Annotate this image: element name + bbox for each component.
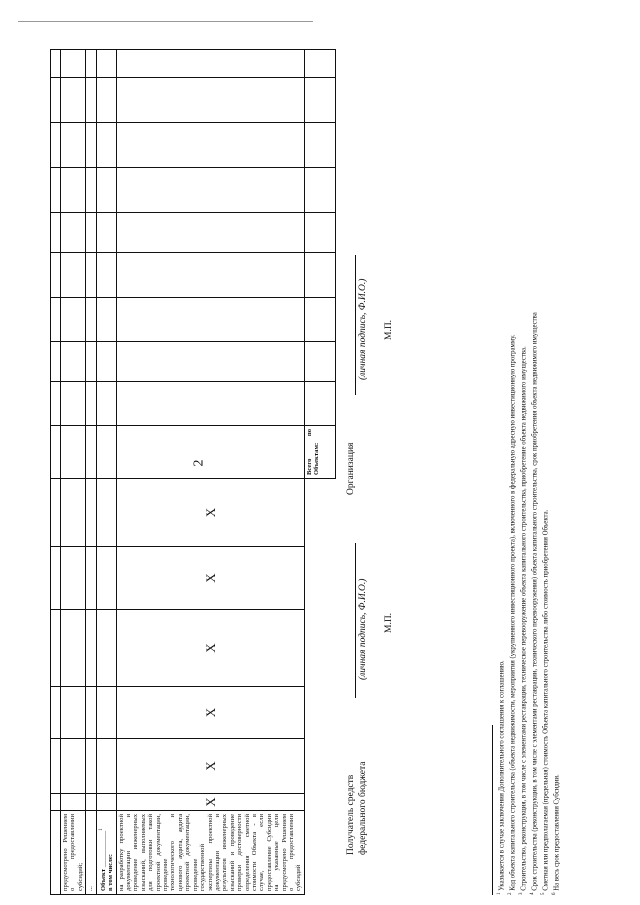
table-cell bbox=[96, 213, 116, 253]
table-cell bbox=[116, 213, 304, 253]
table-cell bbox=[61, 794, 86, 811]
table-cell bbox=[51, 298, 61, 342]
x-mark: X bbox=[116, 794, 304, 811]
table-cell bbox=[304, 811, 335, 895]
footnotes bbox=[496, 55, 562, 895]
table-cell bbox=[51, 811, 61, 895]
table-cell bbox=[51, 123, 61, 168]
footnote: $^6$ На весь срок предоставления Субсидии. bbox=[552, 774, 561, 895]
table-cell bbox=[51, 794, 61, 811]
table-cell bbox=[86, 547, 96, 610]
table-cell bbox=[61, 253, 86, 298]
table-cell bbox=[51, 547, 61, 610]
table-cell bbox=[304, 253, 335, 298]
table-cell bbox=[86, 50, 96, 78]
table-cell bbox=[51, 739, 61, 794]
table-cell bbox=[61, 687, 86, 739]
table-cell bbox=[51, 479, 61, 547]
table-cell bbox=[96, 739, 116, 794]
table-cell bbox=[61, 298, 86, 342]
subsidy-table bbox=[50, 49, 336, 895]
table-row bbox=[61, 50, 86, 895]
footnote: $^5$ Сметная или предполагаемая (предельная) стоимость Объекта капитального строительства либо стоимость приобретения Объекта. bbox=[541, 509, 550, 895]
table-cell bbox=[116, 426, 304, 479]
total-label: Всего по Объектам: bbox=[304, 426, 335, 479]
table-cell bbox=[51, 382, 61, 426]
table-row bbox=[96, 50, 116, 895]
top-rule bbox=[18, 21, 313, 22]
detail-row-label: на разработку проектной документации и проведение инженерных изысканий, выполняемых для подготовки такой проектной документации, проведение технологического и ценового аудита, аудита проектной документации, проведение государственной экспертизы проектной документации и результатов инженерных изысканий и проведение проверки достоверности определения сметной стоимости Объекта - в случае, если предоставление Субсидии на указанные цели предусмотрено Решением о предоставлении субсидий bbox=[116, 811, 304, 895]
table-cell bbox=[304, 123, 335, 168]
table-cell bbox=[51, 610, 61, 687]
x-mark: X bbox=[116, 687, 304, 739]
table-cell bbox=[304, 168, 335, 213]
table-cell bbox=[61, 610, 86, 687]
table-cell bbox=[96, 479, 116, 547]
table-cell bbox=[116, 342, 304, 382]
x-mark: X bbox=[116, 479, 304, 547]
table-cell bbox=[61, 426, 86, 479]
table-cell bbox=[86, 739, 96, 794]
table-cell bbox=[61, 342, 86, 382]
table-cell bbox=[61, 382, 86, 426]
page-number: 2 bbox=[191, 459, 207, 467]
table-cell bbox=[116, 78, 304, 123]
footnote-rule bbox=[492, 725, 493, 895]
table-cell bbox=[51, 253, 61, 298]
table-cell bbox=[304, 794, 335, 811]
table-cell bbox=[96, 298, 116, 342]
table-cell bbox=[61, 213, 86, 253]
table-cell bbox=[51, 342, 61, 382]
table-cell bbox=[51, 78, 61, 123]
table-cell bbox=[86, 687, 96, 739]
table-cell bbox=[86, 213, 96, 253]
footnote: $^2$ Код объекта капитального строительства (объекта недвижимости, мероприятия (укрупненного инвестиционного проекта), включенного в федеральную адресную инвестиционную программу. bbox=[508, 334, 517, 895]
x-mark: X bbox=[116, 739, 304, 794]
table-cell bbox=[61, 168, 86, 213]
table-cell bbox=[61, 479, 86, 547]
table-row bbox=[86, 50, 96, 895]
table-cell bbox=[86, 168, 96, 213]
table-cell bbox=[51, 426, 61, 479]
table-cell bbox=[61, 547, 86, 610]
table-cell bbox=[96, 342, 116, 382]
table-cell bbox=[116, 382, 304, 426]
table-cell bbox=[96, 610, 116, 687]
table-cell bbox=[86, 610, 96, 687]
table-cell bbox=[86, 123, 96, 168]
x-mark: X bbox=[116, 610, 304, 687]
table-cell bbox=[86, 298, 96, 342]
table-cell bbox=[116, 123, 304, 168]
footnote: $^4$ Срок строительства (реконструкции, в том числе с элементами реставрации, технического перевооружения) объекта капитального строительства, срок приобретения объекта недвижимого имущества bbox=[530, 312, 539, 895]
table-cell bbox=[86, 78, 96, 123]
table-cell bbox=[304, 687, 335, 739]
recipient-label: Получатель средств федерального бюджета bbox=[346, 761, 368, 855]
table-cell bbox=[304, 342, 335, 382]
table-cell bbox=[304, 739, 335, 794]
table-cell bbox=[86, 382, 96, 426]
table-cell bbox=[51, 213, 61, 253]
seal-mark: М.П. bbox=[384, 612, 394, 633]
table-cell bbox=[96, 253, 116, 298]
table-cell bbox=[304, 610, 335, 687]
objects-row-label: Объект ___________$^1$ в том числе: bbox=[96, 811, 116, 895]
table-cell bbox=[96, 50, 116, 78]
table-row bbox=[51, 50, 61, 895]
table-cell bbox=[304, 78, 335, 123]
table-cell bbox=[96, 123, 116, 168]
table-cell bbox=[116, 253, 304, 298]
table-cell bbox=[304, 213, 335, 253]
table-cell bbox=[61, 739, 86, 794]
signature-line bbox=[355, 543, 356, 698]
table-cell bbox=[51, 687, 61, 739]
table-cell bbox=[304, 547, 335, 610]
table-cell bbox=[51, 50, 61, 78]
x-mark: X bbox=[116, 547, 304, 610]
table-cell bbox=[61, 123, 86, 168]
table-cell bbox=[96, 168, 116, 213]
dots-row-label: ... bbox=[86, 811, 96, 895]
table-cell bbox=[86, 342, 96, 382]
table-cell bbox=[116, 168, 304, 213]
table-row bbox=[304, 50, 335, 895]
table-cell bbox=[304, 298, 335, 342]
table-cell bbox=[116, 298, 304, 342]
table-cell bbox=[86, 426, 96, 479]
table-cell bbox=[96, 687, 116, 739]
table-cell bbox=[96, 382, 116, 426]
rotated-page-content bbox=[50, 55, 610, 895]
table-cell bbox=[86, 253, 96, 298]
table-cell bbox=[116, 50, 304, 78]
table-cell bbox=[304, 479, 335, 547]
table-cell bbox=[51, 168, 61, 213]
seal-mark: М.П. bbox=[384, 319, 394, 340]
table-cell bbox=[61, 50, 86, 78]
table-cell bbox=[96, 794, 116, 811]
table-cell bbox=[96, 78, 116, 123]
signature-line bbox=[355, 255, 356, 395]
table-cell bbox=[61, 78, 86, 123]
organization-label: Организация bbox=[346, 442, 356, 495]
table-cell bbox=[86, 794, 96, 811]
signature-hint: (личная подпись, Ф.И.О.) bbox=[358, 578, 368, 680]
table-cell bbox=[96, 547, 116, 610]
table-cell bbox=[304, 382, 335, 426]
footnote: $^3$ Строительство, реконструкция, в том числе с элементами реставрации, техническое перевооружение объекта капитального строительства, приобретение объекта недвижимого имущества. bbox=[519, 346, 528, 895]
table-cell bbox=[304, 50, 335, 78]
subsidy-row-label: предусмотрено Решением о предоставлении субсидий; bbox=[61, 811, 86, 895]
signature-hint: (личная подпись, Ф.И.О.) bbox=[358, 278, 368, 380]
footnote: $^1$ Указывается в случае заключения Дополнительного соглашения к соглашению. bbox=[497, 660, 506, 895]
table-cell bbox=[86, 479, 96, 547]
table-row bbox=[116, 50, 304, 895]
table-cell bbox=[96, 426, 116, 479]
